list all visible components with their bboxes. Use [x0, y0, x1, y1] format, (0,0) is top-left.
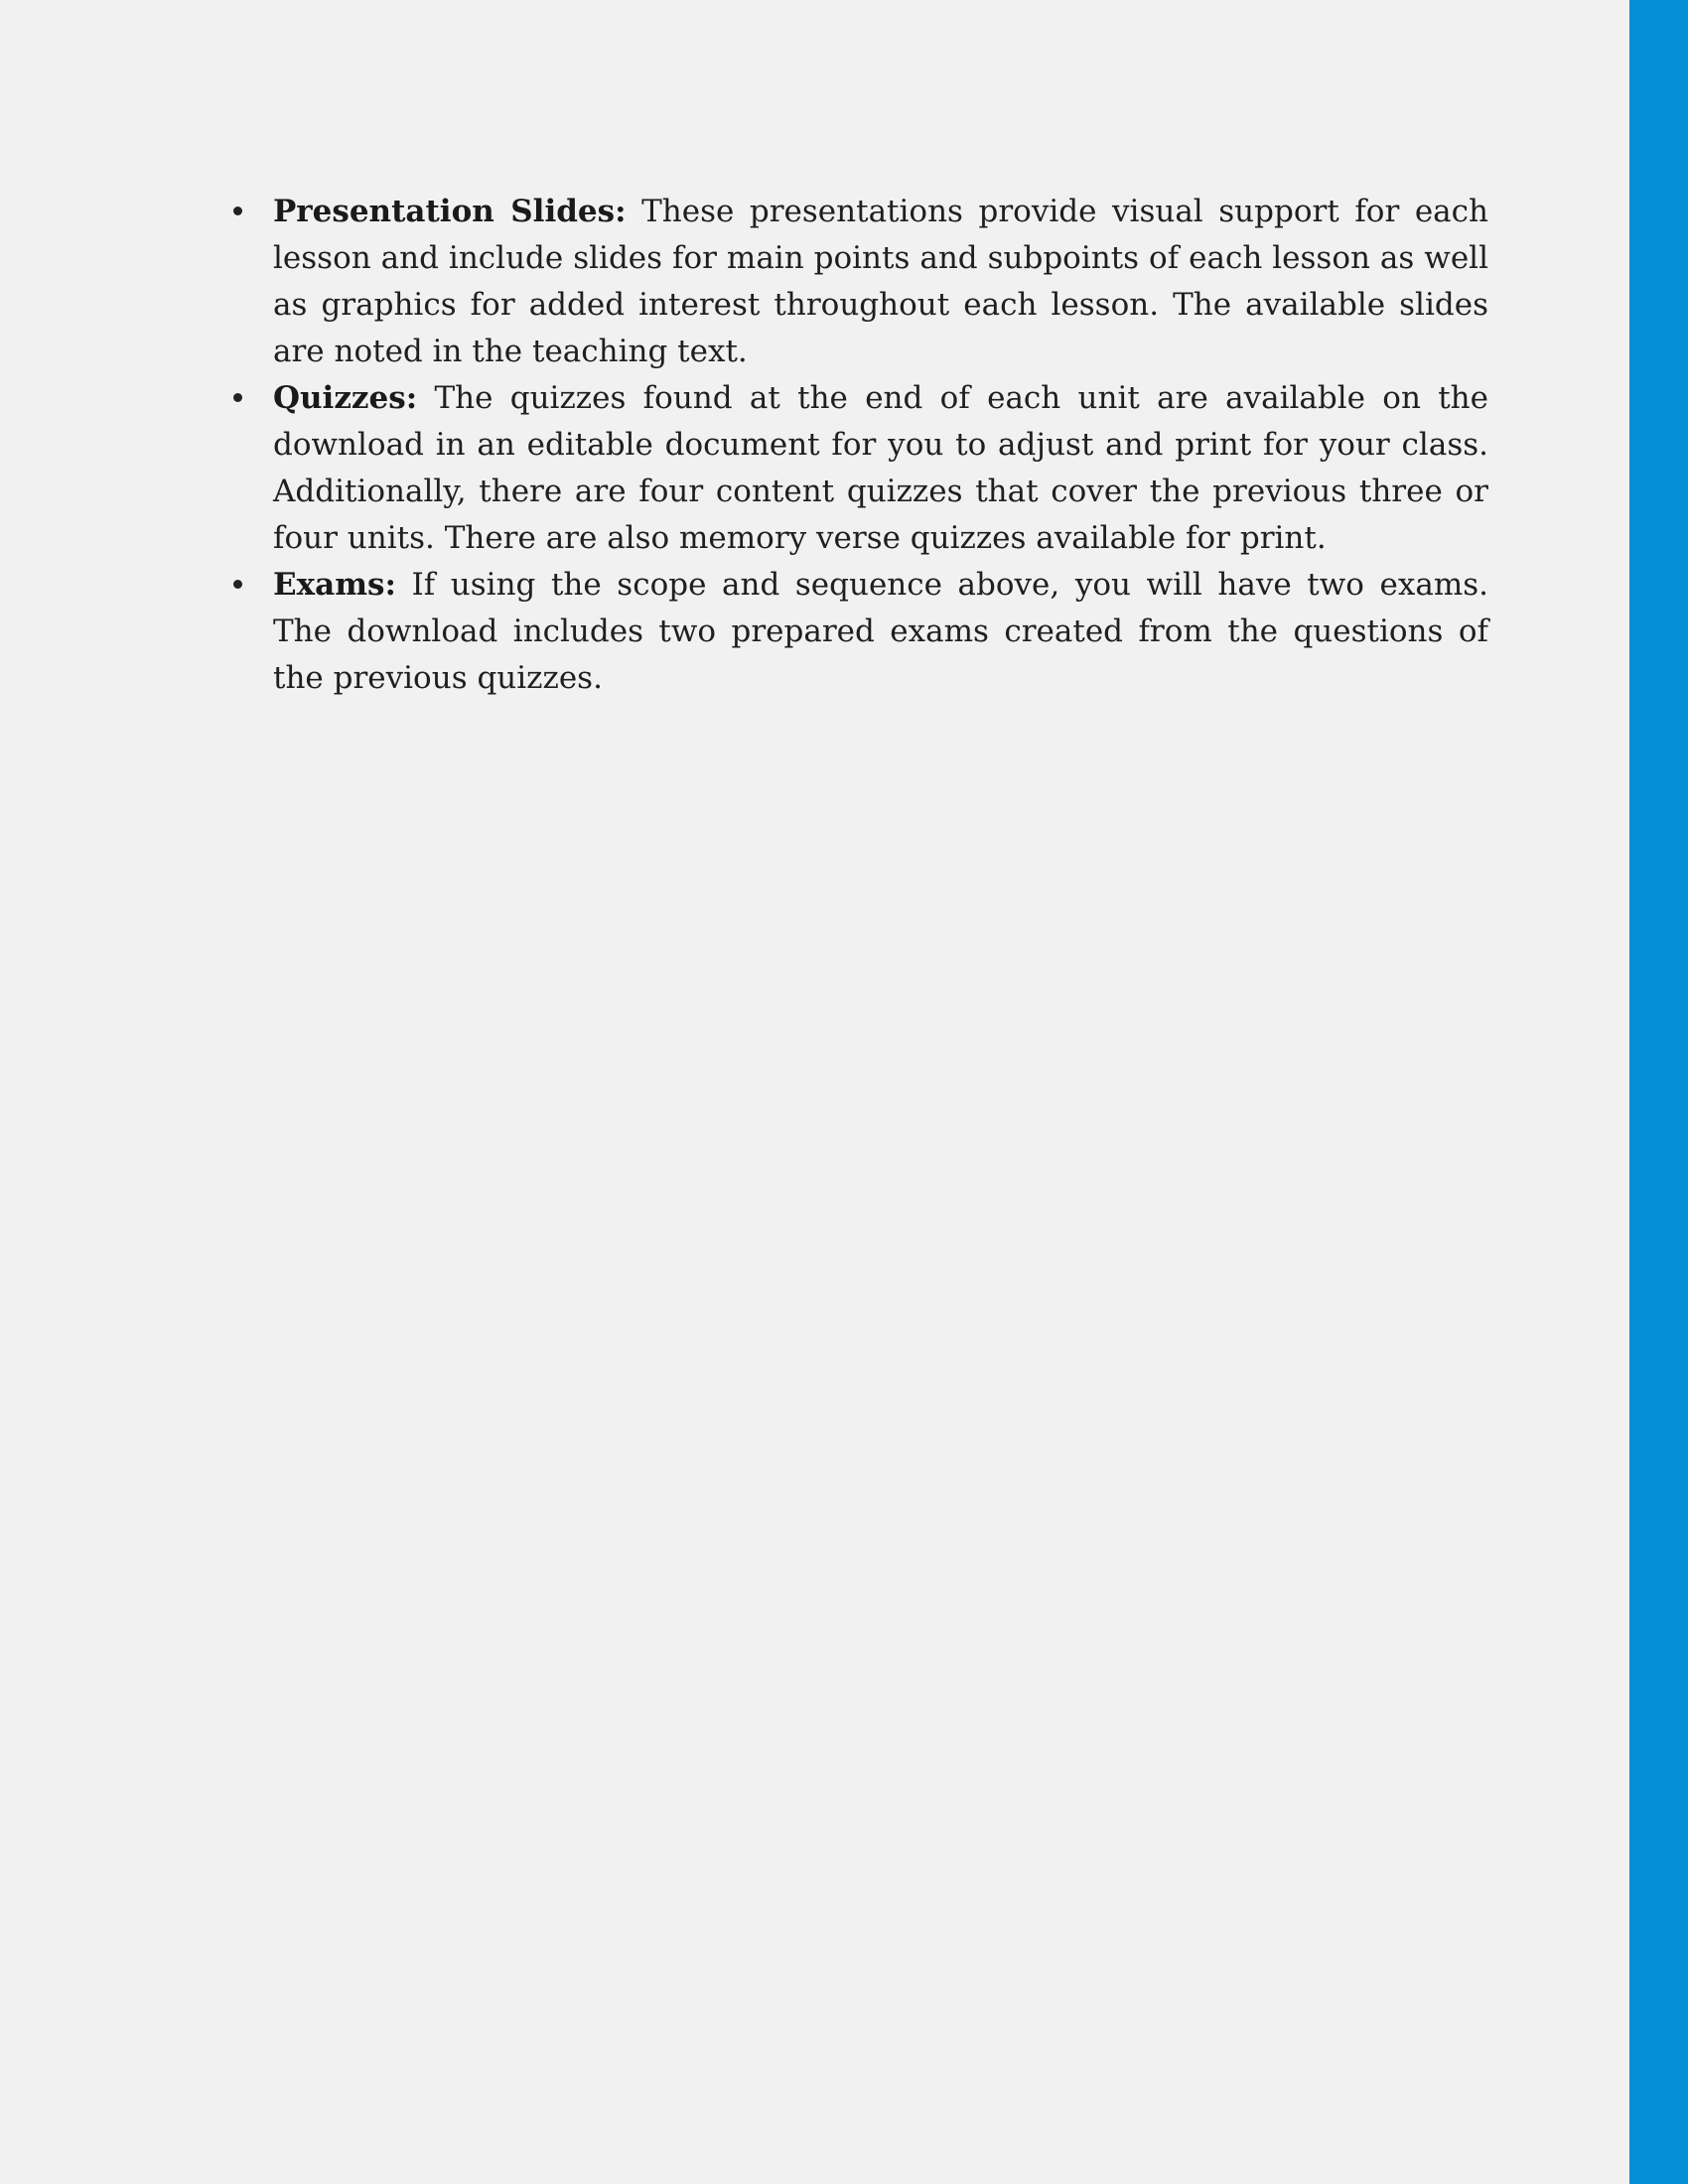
bullet-text: If using the scope and sequence above, you will have two exams. The download includes two prepared exams created from the questions of the previous quizzes.: [273, 567, 1488, 696]
bullet-icon: [233, 393, 242, 402]
bullet-item-quizzes: [273, 375, 1488, 562]
blue-side-bar: [1629, 0, 1688, 2184]
bullet-item-exams: [273, 562, 1488, 702]
bullet-text: The quizzes found at the end of each unit are available on the download in an editable document for you to adjust and print for your class. Additionally, there are four content quizzes that cover the previous three or four units. There are also memory verse quizzes available for print.: [273, 380, 1488, 556]
bullet-list: [273, 189, 1488, 702]
bullet-term: Presentation Slides:: [273, 194, 627, 229]
bullet-icon: [233, 580, 242, 589]
bullet-icon: [233, 206, 242, 215]
bullet-term: Exams:: [273, 567, 396, 603]
bullet-text: These presentations provide visual support for each lesson and include slides for main points and subpoints of each lesson as well as graphics for added interest throughout each lesson. The available slides are noted in the teaching text.: [273, 194, 1488, 369]
bullet-item-presentation-slides: [273, 189, 1488, 375]
document-content: [273, 189, 1488, 702]
bullet-term: Quizzes:: [273, 380, 418, 416]
